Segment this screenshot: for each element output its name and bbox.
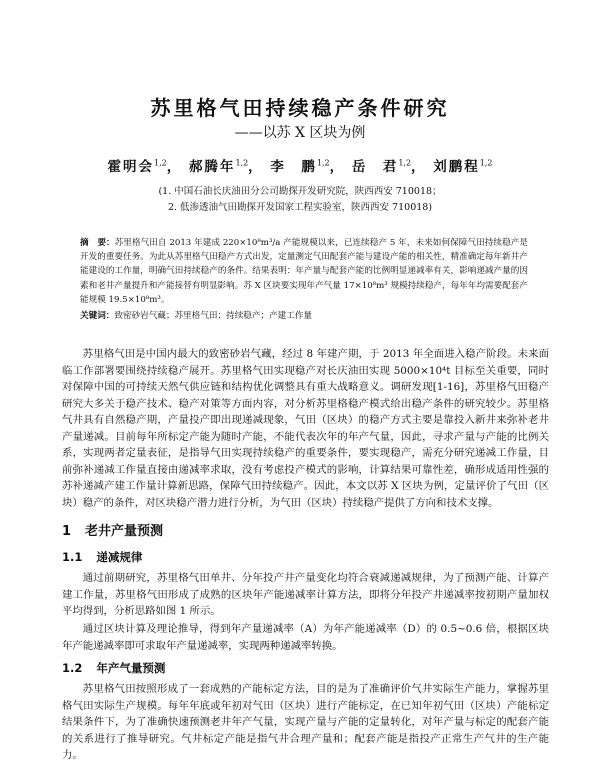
section-number: 1.2 (62, 661, 83, 675)
affiliation-line: (1. 中国石油长庆油田分公司勘探开发研究院，陕西西安 710018； (158, 186, 442, 197)
affiliation-line: 2. 低渗透油气田勘探开发国家工程实验室，陕西西安 710018) (167, 202, 433, 213)
intro-paragraph: 苏里格气田是中国内最大的致密砂岩气藏，经过 8 年建产期，于 2013 年全面进入稳产阶段。未来面临工作部署要围绕持续稳产展开。苏里格气田实现稳产对长庆油田实现 5000×10⁴t 目标至关重要，同时对保障中国的可持续天然气供应链和结构优化调整具有重大战略意义。调研发现[1-16]，苏里格气田稳产研究大多关于稳产技术、稳产对策等方面内容，对分析苏里格稳产模式给出稳产条件的研究较少。苏里格气井具有自然稳产期，产量投产即出现递减现象，气田（区块）的稳产方式主要是靠投入新井来弥补老井产量递减。目前每年所标定产能为随时产能，不能代表次年的年产气量，因此，寻求产量与产能的比例关系，实现两者定量表征，是指导气田实现持续稳产的重要条件，要实现稳产，需充分研究递减工作量，目前弥补递减工作量直接由递减率求取，没有考虑投产模式的影响，计算结果可靠性差，确形成适用性强的苏补递减产建工作量计算新思路，保障气田持续稳产。因此，本文以苏 X 区块为例，定量评价了气田（区块）稳产的条件，对区块稳产潜力进行分析，为气田（区块）持续稳产提供了方向和技术支撑。 (62, 348, 549, 509)
author-affil-mark: 1,2 (235, 158, 249, 168)
author-name: 刘鹏程 (433, 159, 480, 175)
author-name: 李 鹏 (270, 159, 317, 175)
section-number: 1.1 (62, 550, 83, 564)
author-affil-mark: 1,2 (398, 158, 412, 168)
author-name: 郝腾年 (188, 159, 236, 175)
section-heading (62, 520, 163, 539)
abstract-text: 苏里格气田自 2013 年建成 220×10⁸m³/a 产能规模以来，已连续稳产 5 年，未来如何保障气田持续稳产是开发的重要任务。为此从苏里格气田稳产方式出发，定量测定气田配套产能与建设产能的相关性，精准确定每年新井产能建设的工作量，明确气田持续稳产的条件。结果表明：年产量与配套产能的比例明显递减率有关，影响递减产量的因素和老井产量提升和产能接替有明显影响。苏 X 区块要实现年产气量 17×10⁸m³ 规模持续稳产，每年年均需要配套产能规模 19.5×10⁸m³。 (80, 238, 528, 305)
abstract (80, 236, 528, 307)
body-paragraph: 通过区块计算及理论推导，得到年产量递减率（A）为年产能递减率（D）的 0.5~0.6 倍，根据区块年产能递减率即可求取年产量递减率，实现两种递减率转换。 (62, 623, 549, 652)
paper-subtitle: ——以苏 X 区块为例 (234, 125, 366, 141)
paper-title: 苏里格气田持续稳产条件研究 (150, 96, 450, 120)
author-name: 霍明会 (107, 159, 154, 175)
keywords (80, 309, 528, 321)
author-affil-mark: 1,2 (316, 158, 330, 168)
keywords-label: 关键词： (80, 311, 115, 321)
abstract-label: 摘 要： (80, 238, 115, 248)
author-list: 霍明会$^{1,2}$， 郝腾年$^{1,2}$， 李 鹏$^{1,2}$， 岳 君$^{1,2}$， 刘鹏程$^{1,2}$ (107, 158, 493, 175)
body-paragraph: 苏里格气田按照形成了一套成熟的产能标定方法，目的是为了准确评价气井实际生产能力，掌握苏里格气田实际生产规模。每年年底或年初对气田（区块）进行产能标定，在已知年初气田（区块）产能标定结果条件下，为了准确快速预测老井年产气量，实现产量与产能的定量转化，对年产量与标定的配套产能的关系进行了推导研究。气井标定产能是指气井合理产量和；配套产能是指投产正常生产气井的生产能力。 (62, 683, 549, 761)
section-number: 1 (62, 524, 72, 539)
section-title: 递减规律 (96, 550, 143, 564)
subsection-heading (62, 549, 142, 565)
author-name: 岳 君 (351, 159, 399, 175)
author-affil-mark: 1,2 (479, 158, 493, 168)
body-paragraph: 通过前期研究，苏里格气田单井、分年投产井产量变化均符合衰减递减规律，为了预测产能、计算产建工作量，苏里格气田形成了成熟的区块年产能递减率计算方法，即将分年投产井递减率按初期产量加权平均得到，分析思路如图 1 所示。 (62, 572, 549, 617)
subsection-heading (62, 660, 165, 676)
author-affil-mark: 1,2 (154, 158, 167, 168)
section-title: 年产气量预测 (96, 661, 166, 675)
keywords-text: 致密砂岩气藏；苏里格气田；持续稳产；产建工作量 (114, 311, 313, 321)
section-title: 老井产量预测 (85, 524, 164, 539)
